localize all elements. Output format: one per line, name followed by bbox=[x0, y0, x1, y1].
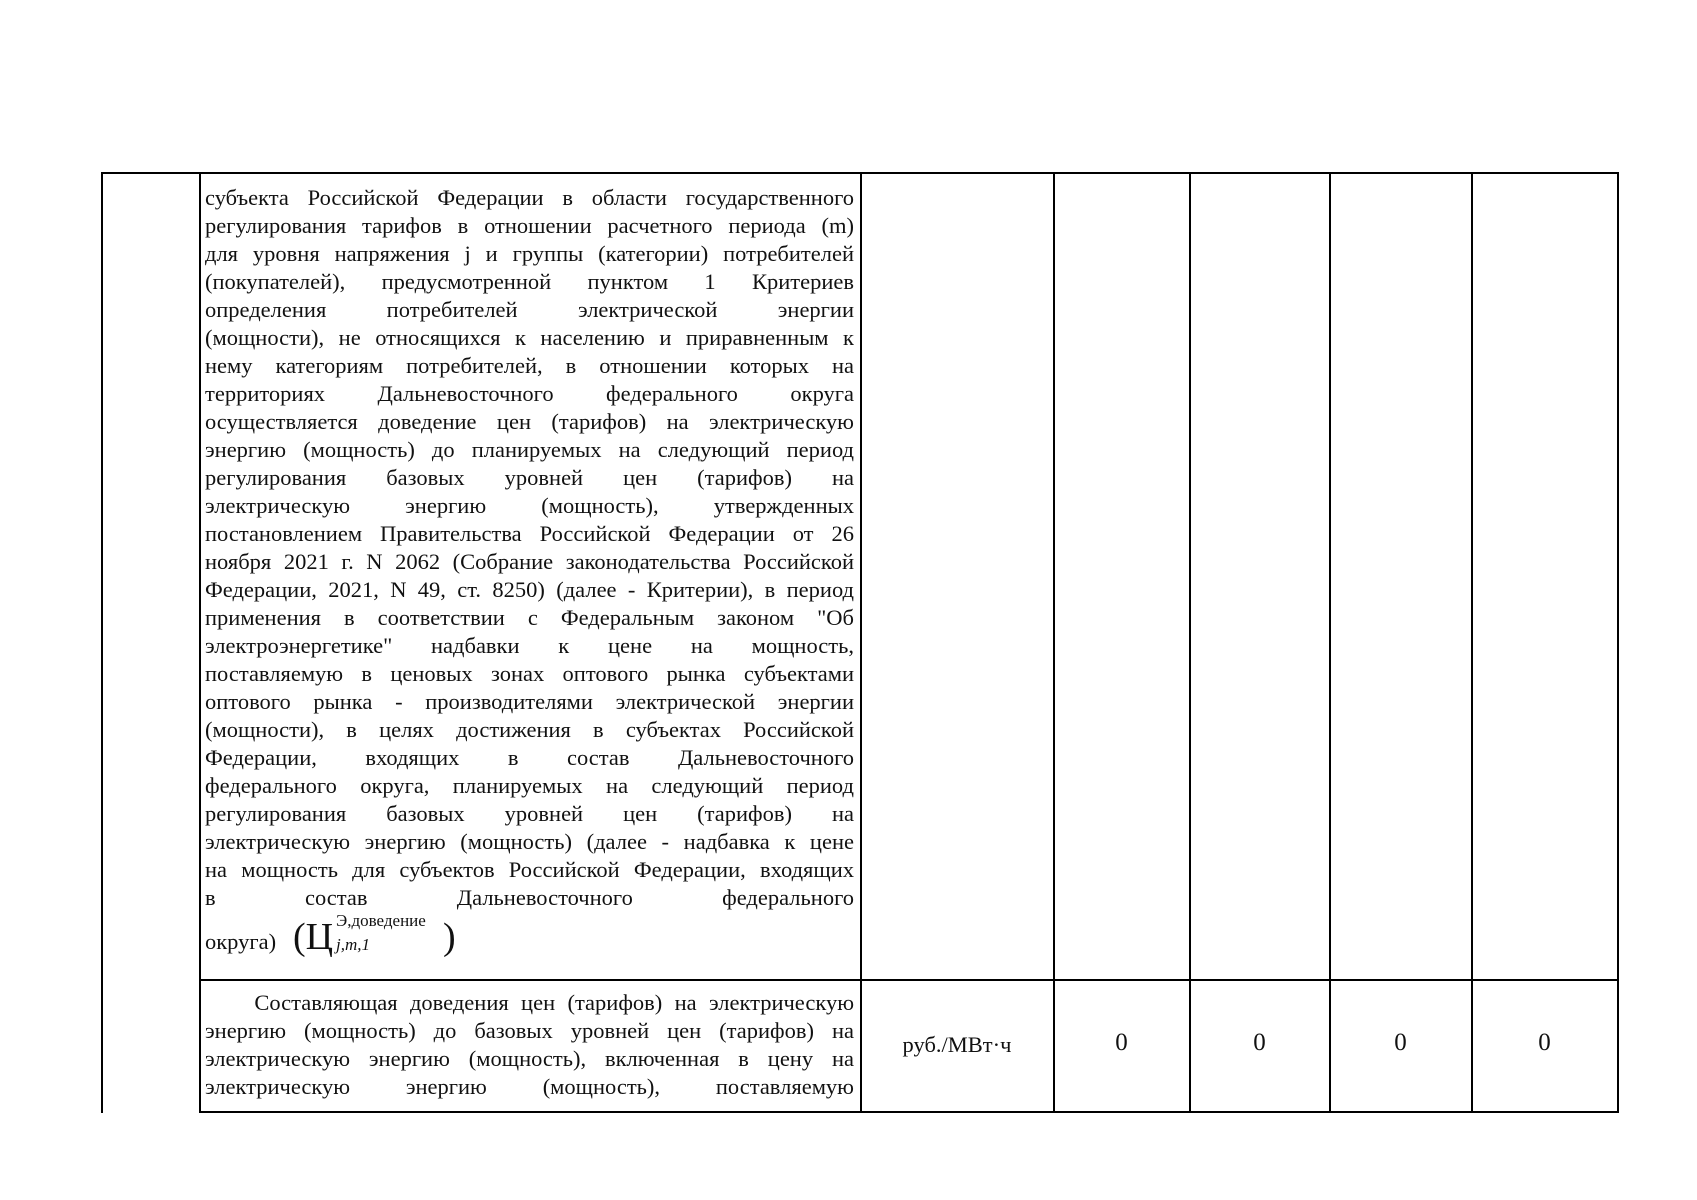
row1-line: регулирования тарифов в отношении расчетного периода (m) bbox=[205, 213, 854, 238]
tariff-table bbox=[101, 172, 1619, 1113]
row1-line: на мощность для субъектов Российской Федерации, входящих bbox=[205, 857, 854, 882]
row1-line: регулирования базовых уровней цен (тарифов) на bbox=[205, 801, 854, 826]
row2-line: Составляющая доведения цен (тарифов) на электрическую bbox=[205, 990, 854, 1015]
col-line-0 bbox=[101, 172, 103, 1113]
formula-open: (Ц bbox=[293, 916, 334, 958]
row1-line: нему категориям потребителей, в отношении которых на bbox=[205, 353, 854, 378]
row1-line: электрическую энергию (мощность) (далее - надбавка к цене bbox=[205, 829, 854, 854]
row2-line: электрическую энергию (мощность), поставляемую bbox=[205, 1074, 854, 1099]
row1-description bbox=[205, 184, 854, 912]
col-line-5 bbox=[1329, 172, 1331, 1113]
row1-line: электрическую энергию (мощность), утвержденных bbox=[205, 493, 854, 518]
formula-prefix: округа) bbox=[205, 929, 277, 954]
col-line-4 bbox=[1189, 172, 1191, 1113]
row1-line: Федерации, входящих в состав Дальневосточного bbox=[205, 745, 854, 770]
row2-value-4: 0 bbox=[1538, 1029, 1551, 1056]
row-separator bbox=[199, 979, 1619, 981]
col-line-3 bbox=[1053, 172, 1055, 1113]
row1-line: регулирования базовых уровней цен (тарифов) на bbox=[205, 465, 854, 490]
col-line-2 bbox=[860, 172, 862, 1113]
row1-line: территориях Дальневосточного федерального округа bbox=[205, 381, 854, 406]
formula-subscript: j,m,1 bbox=[336, 935, 370, 954]
col-line-7 bbox=[1617, 172, 1619, 1113]
row2-value-2: 0 bbox=[1253, 1029, 1266, 1056]
row2-line: энергию (мощность) до базовых уровней цен (тарифов) на bbox=[205, 1018, 854, 1043]
row1-line: электроэнергетике" надбавки к цене на мощность, bbox=[205, 633, 854, 658]
row1-line: федерального округа, планируемых на следующий период bbox=[205, 773, 854, 798]
formula-close: ) bbox=[443, 916, 456, 958]
row1-formula-line bbox=[205, 912, 854, 962]
row1-line: субъекта Российской Федерации в области государственного bbox=[205, 185, 854, 210]
row1-line: оптового рынка - производителями электрической энергии bbox=[205, 689, 854, 714]
row1-line: для уровня напряжения j и группы (категории) потребителей bbox=[205, 241, 854, 266]
row1-line: в состав Дальневосточного федерального bbox=[205, 885, 854, 910]
row1-line: Федерации, 2021, N 49, ст. 8250) (далее - Критерии), в период bbox=[205, 577, 854, 602]
table-bottom-border bbox=[199, 1111, 1619, 1113]
row1-line: (покупателей), предусмотренной пунктом 1 Критериев bbox=[205, 269, 854, 294]
row1-line: (мощности), не относящихся к населению и приравненным к bbox=[205, 325, 854, 350]
row2-description bbox=[205, 989, 854, 1101]
row2-line: электрическую энергию (мощность), включенная в цену на bbox=[205, 1046, 854, 1071]
row1-line: энергию (мощность) до планируемых на следующий период bbox=[205, 437, 854, 462]
col-line-6 bbox=[1471, 172, 1473, 1113]
row1-line: (мощности), в целях достижения в субъектах Российской bbox=[205, 717, 854, 742]
row2-value-3: 0 bbox=[1394, 1029, 1407, 1056]
row2-value-1: 0 bbox=[1115, 1029, 1128, 1056]
row1-line: постановлением Правительства Российской Федерации от 26 bbox=[205, 521, 854, 546]
row2-unit: руб./МВт·ч bbox=[902, 1032, 1012, 1057]
row1-line: применения в соответствии с Федеральным законом "Об bbox=[205, 605, 854, 630]
row1-line: ноября 2021 г. N 2062 (Собрание законодательства Российской bbox=[205, 549, 854, 574]
row1-line: осуществляется доведение цен (тарифов) на электрическую bbox=[205, 409, 854, 434]
row1-line: определения потребителей электрической энергии bbox=[205, 297, 854, 322]
row1-line: поставляемую в ценовых зонах оптового рынка субъектами bbox=[205, 661, 854, 686]
col-line-1 bbox=[199, 172, 201, 1113]
formula-superscript: Э,доведение bbox=[336, 911, 426, 930]
